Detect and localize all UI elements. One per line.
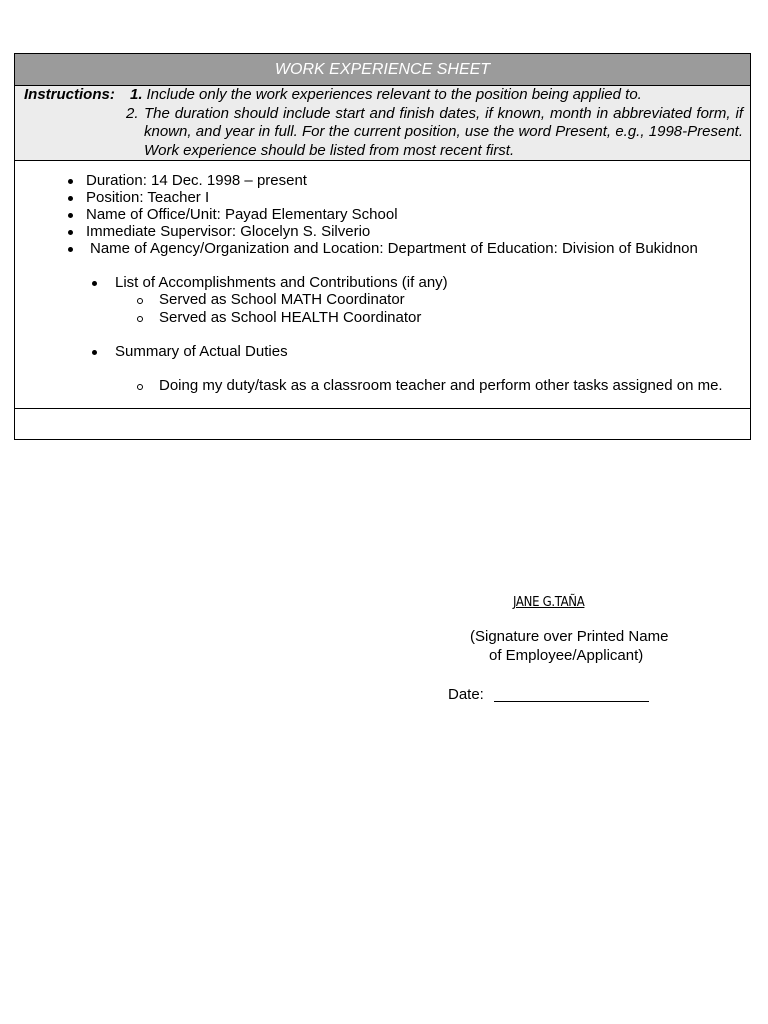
agency-field: Name of Agency/Organization and Location: Department of Education: Division of Bukidnon [90,240,698,257]
signature-name: JANE G.TAÑA [513,595,585,610]
position-field: Position: Teacher I [86,189,210,206]
signature-caption-line-2: of Employee/Applicant) [489,647,644,664]
accomplishment-item: Served as School HEALTH Coordinator [159,309,422,326]
bullet-icon [68,247,73,252]
sub-bullet-icon [137,384,143,390]
accomplishments-heading: List of Accomplishments and Contributions (if any) [115,274,448,291]
bullet-icon [68,179,73,184]
instruction-text-2: The duration should include start and finish dates, if known, month in abbreviated form, if known, and year in full. For the current position, use the word Present, e.g., 1998-Present. Work experience should be listed from most recent first. [144,104,743,159]
bullet-icon [92,350,97,355]
bullet-icon [68,213,73,218]
duties-heading: Summary of Actual Duties [115,343,288,360]
signature-caption: (Signature over Printed Name [470,628,669,645]
experience-entry [15,161,750,409]
date-label: Date: [448,686,484,703]
sub-bullet-icon [137,298,143,304]
date-field-line[interactable] [494,701,649,702]
bullet-icon [68,230,73,235]
accomplishment-item: Served as School MATH Coordinator [159,291,405,308]
bullet-icon [92,281,97,286]
instruction-text-1: Include only the work experiences relevant to the position being applied to. [146,86,642,103]
sheet-title: WORK EXPERIENCE SHEET [15,54,750,86]
bullet-icon [68,196,73,201]
sub-bullet-icon [137,316,143,322]
instructions-label: Instructions: [24,86,115,103]
instruction-number-1: 1. [130,86,143,103]
supervisor-field: Immediate Supervisor: Glocelyn S. Silverio [86,223,371,240]
duty-item: Doing my duty/task as a classroom teacher and perform other tasks assigned on me. [159,377,723,394]
instruction-item-1 [130,86,642,105]
work-experience-sheet [14,53,751,440]
office-field: Name of Office/Unit: Payad Elementary School [86,206,398,223]
instructions-section [15,86,750,161]
instruction-number-2: 2. [126,104,139,122]
duration-field: Duration: 14 Dec. 1998 – present [86,172,307,189]
